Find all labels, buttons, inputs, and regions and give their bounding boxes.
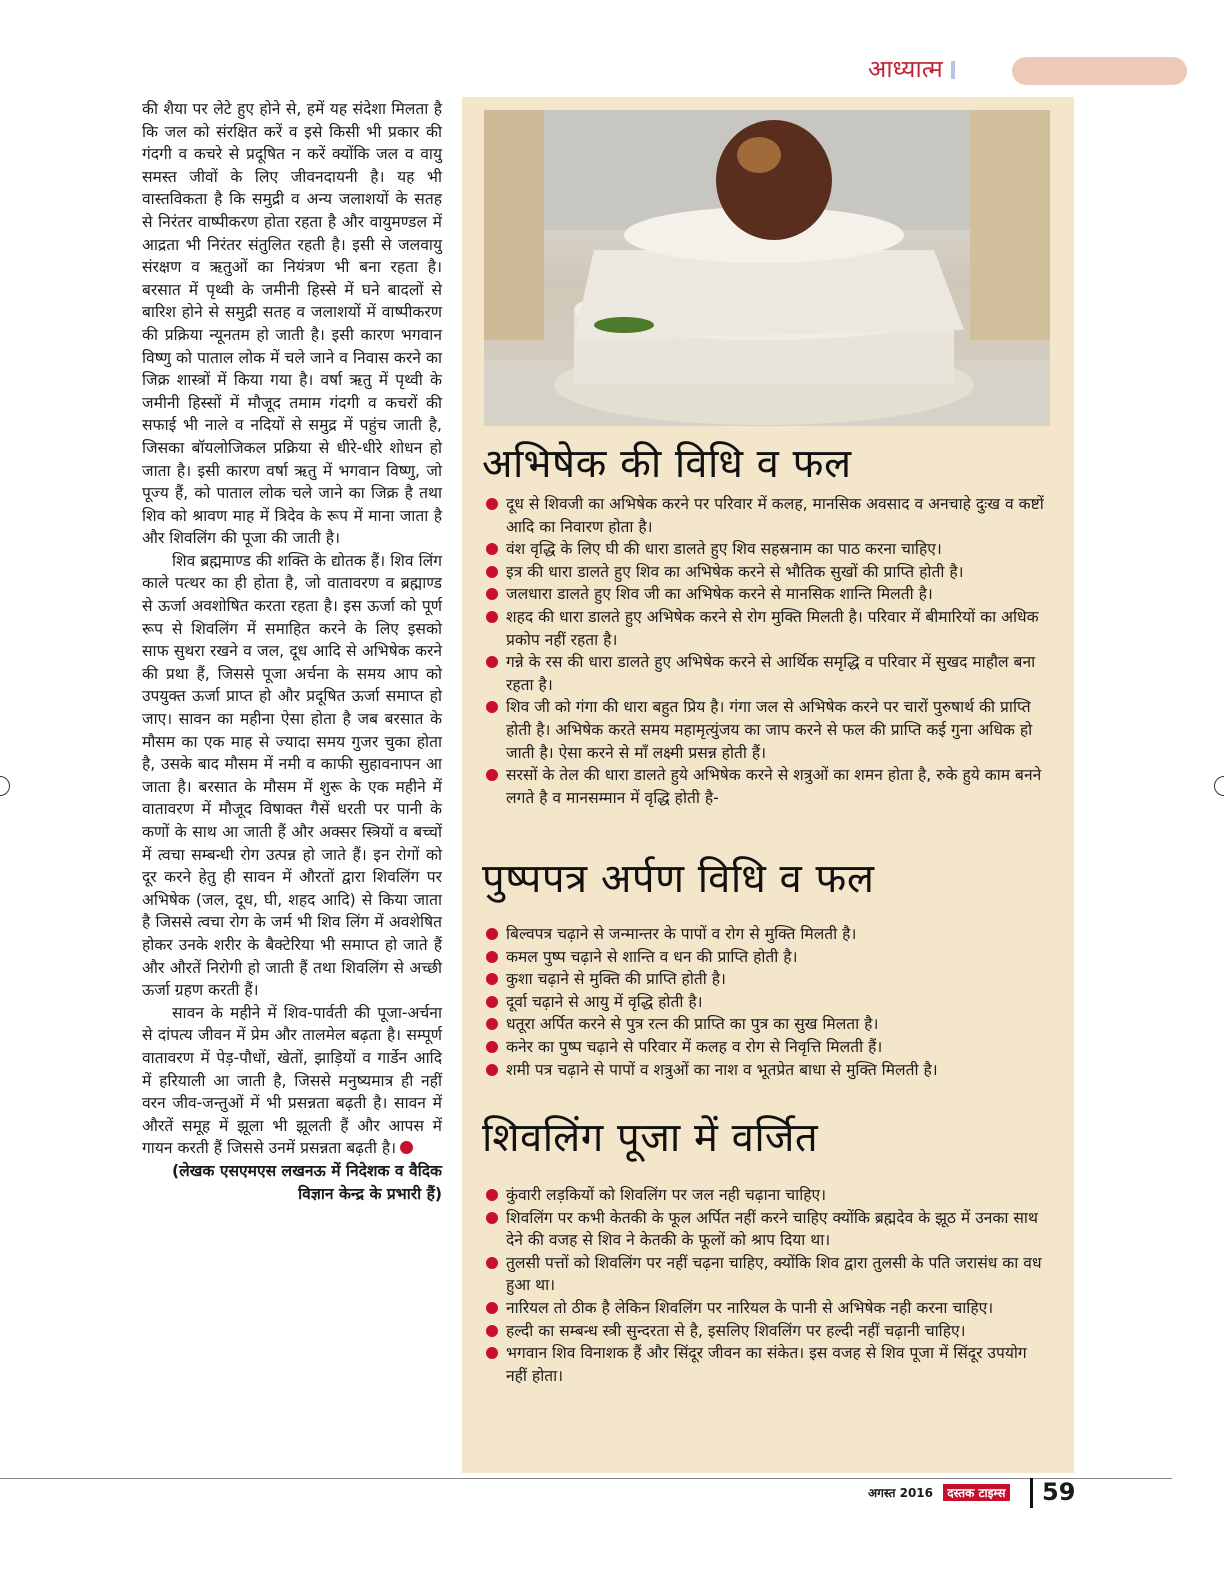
pushppatra-list xyxy=(462,923,1074,1081)
list-item: कनेर का पुष्प चढ़ाने से परिवार में कलह व रोग से निवृत्ति मिलती हैं। xyxy=(484,1036,1052,1059)
sidebar-box xyxy=(462,97,1074,1473)
heading-abhishek: अभिषेक की विधि व फल xyxy=(482,441,852,487)
footer-divider xyxy=(0,1478,1172,1479)
end-mark-icon xyxy=(400,1141,413,1154)
magazine-logo: दस्तक टाइम्स xyxy=(943,1484,1009,1501)
list-item: तुलसी पत्तों को शिवलिंग पर नहीं चढ़ना चाहिए, क्योंकि शिव द्वारा तुलसी के पति जरासंध का वध हुआ था। xyxy=(484,1252,1052,1297)
list-item: कुशा चढ़ाने से मुक्ति की प्राप्ति होती है। xyxy=(484,968,1052,991)
heading-pushppatra: पुष्पपत्र अर्पण विधि व फल xyxy=(482,856,875,902)
list-item: जलधारा डालते हुए शिव जी का अभिषेक करने से मानसिक शान्ति मिलती है। xyxy=(484,583,1052,606)
section-label xyxy=(868,52,955,85)
section-title: आध्यात्म xyxy=(868,55,943,83)
list-item: वंश वृद्धि के लिए घी की धारा डालते हुए शिव सहस्रनाम का पाठ करना चाहिए। xyxy=(484,538,1052,561)
footer xyxy=(868,1484,1010,1501)
article-column xyxy=(142,98,442,1205)
abhishek-list xyxy=(462,493,1074,809)
varjit-list xyxy=(462,1184,1074,1387)
list-item: धतूरा अर्पित करने से पुत्र रत्न की प्राप्ति का पुत्र का सुख मिलता है। xyxy=(484,1013,1052,1036)
footer-separator xyxy=(1030,1478,1033,1508)
list-item: शहद की धारा डालते हुए अभिषेक करने से रोग मुक्ति मिलती है। परिवार में बीमारियों का अधिक प्रकोप नहीं रहता है। xyxy=(484,606,1052,651)
registration-mark-icon xyxy=(0,776,10,796)
list-item: भगवान शिव विनाशक हैं और सिंदूर जीवन का संकेत। इस वजह से शिव पूजा में सिंदूर उपयोग नहीं होता। xyxy=(484,1342,1052,1387)
list-item: शिवलिंग पर कभी केतकी के फूल अर्पित नहीं करने चाहिए क्योंकि ब्रह्मदेव के झूठ में उनका साथ देने की वजह से शिव ने केतकी के फूलों को श्राप दिया था। xyxy=(484,1207,1052,1252)
shivling-photo xyxy=(484,110,1050,426)
list-item: सरसों के तेल की धारा डालते हुये अभिषेक करने से शत्रुओं का शमन होता है, रुके हुये काम बनने लगते है व मानसम्मान में वृद्धि होती है- xyxy=(484,764,1052,809)
list-item: हल्दी का सम्बन्ध स्त्री सुन्दरता से है, इसलिए शिवलिंग पर हल्दी नहीं चढ़ानी चाहिए। xyxy=(484,1320,1052,1343)
paragraph xyxy=(142,1002,442,1160)
list-item: नारियल तो ठीक है लेकिन शिवलिंग पर नारियल के पानी से अभिषेक नही करना चाहिए। xyxy=(484,1297,1052,1320)
shivling-image xyxy=(484,110,1050,426)
header-pill-decoration xyxy=(1012,57,1187,85)
list-item: शिव जी को गंगा की धारा बहुत प्रिय है। गंगा जल से अभिषेक करने पर चारों पुरुषार्थ की प्राप्ति होती है। अभिषेक करते समय महामृत्युंजय का जाप करने से फल की प्राप्ति कई गुना अधिक हो जाती है। ऐसा करने से माँ लक्ष्मी प्रसन्न होती हैं। xyxy=(484,696,1052,764)
issue-date: अगस्त 2016 xyxy=(868,1486,934,1500)
paragraph: की शैया पर लेटे हुए होने से, हमें यह संदेशा मिलता है कि जल को संरक्षित करें व इसे किसी भी प्रकार की गंदगी व कचरे से प्रदूषित न करें क्योंकि जल व वायु समस्त जीवों के लिए जीवनदायनी है। यह भी वास्तविकता है कि समुद्री व अन्य जलाशयों के सतह से निरंतर वाष्पीकरण होता रहता है और वायुमण्डल में आद्रता भी निरंतर संतुलित रहती है। इसी से जलवायु संरक्षण व ऋतुओं का नियंत्रण भी बना रहता है। बरसात में पृथ्वी के जमीनी हिस्से में घने बादलों से बारिश होने से समुद्री सतह व जलाशयों में वाष्पीकरण की प्रक्रिया न्यूनतम हो जाती है। इसी कारण भगवान विष्णु को पाताल लोक में चले जाने व निवास करने का जिक्र शास्त्रों में किया गया है। वर्षा ऋतु में पृथ्वी के जमीनी हिस्सों में मौजूद तमाम गंदगी व कचरों की सफाई भी नाले व नदियों से समुद्र में पहुंच जाती है, जिसका बॉयलोजिकल प्रक्रिया से धीरे-धीरे शोधन हो जाता है। इसी कारण वर्षा ऋतु में भगवान विष्णु, जो पूज्य हैं, को पाताल लोक चले जाने का जिक्र है तथा शिव को श्रावण माह में त्रिदेव के रूप में माना जाता है और शिवलिंग की पूजा की जाती है। xyxy=(142,100,442,548)
heading-varjit: शिवलिंग पूजा में वर्जित xyxy=(482,1115,819,1161)
section-divider xyxy=(951,61,955,79)
list-item: कमल पुष्प चढ़ाने से शान्ति व धन की प्राप्ति होती है। xyxy=(484,946,1052,969)
registration-mark-icon xyxy=(1214,776,1224,796)
list-item: इत्र की धारा डालते हुए शिव का अभिषेक करने से भौतिक सुखों की प्राप्ति होती है। xyxy=(484,561,1052,584)
list-item: दूध से शिवजी का अभिषेक करने पर परिवार में कलह, मानसिक अवसाद व अनचाहे दुःख व कष्टों आदि का निवारण होता है। xyxy=(484,493,1052,538)
list-item: शमी पत्र चढ़ाने से पापों व शत्रुओं का नाश व भूतप्रेत बाधा से मुक्ति मिलती है। xyxy=(484,1059,1052,1082)
paragraph: शिव ब्रह्ममाण्ड की शक्ति के द्योतक हैं। शिव लिंग काले पत्थर का ही होता है, जो वातावरण व ब्रह्माण्ड से ऊर्जा अवशोषित करता रहता है। इस ऊर्जा को पूर्ण रूप से शिवलिंग में समाहित करने के लिए इसको साफ सुथरा रखने व जल, दूध आदि से अभिषेक करने की प्रथा हैं, जिससे पूजा अर्चना के समय आप को उपयुक्त ऊर्जा प्राप्त हो और प्रदूषित ऊर्जा समाप्त हो जाए। सावन का महीना ऐसा होता है जब बरसात के मौसम का एक माह से ज्यादा समय गुजर चुका होता है, उसके बाद मौसम में नमी व काफी सुहावनापन आ जाता है। बरसात के मौसम में शुरू के एक महीने में वातावरण में मौजूद विषाक्त गैसें धरती पर पानी के कणों के साथ आ जाती हैं और अक्सर स्त्रियों व बच्चों में त्वचा सम्बन्धी रोग उत्पन्न हो जाते हैं। इन रोगों को दूर करने हेतु ही सावन में औरतों द्वारा शिवलिंग पर अभिषेक (जल, दूध, घी, शहद आदि) से किया जाता है जिससे त्वचा रोग के जर्म भी शिव लिंग में अवशेषित होकर उनके शरीर के बैक्टेरिया भी समाप्त हो जाते हैं और औरतें निरोगी हो जाती हैं तथा शिवलिंग से अच्छी ऊर्जा ग्रहण करती हैं। xyxy=(142,551,442,1000)
list-item: दूर्वा चढ़ाने से आयु में वृद्धि होती है। xyxy=(484,991,1052,1014)
list-item: कुंवारी लड़कियों को शिवलिंग पर जल नही चढ़ाना चाहिए। xyxy=(484,1184,1052,1207)
author-note: (लेखक एसएमएस लखनऊ में निदेशक व वैदिक विज्ञान केन्द्र के प्रभारी हैं) xyxy=(171,1161,442,1203)
page-number: 59 xyxy=(1042,1478,1076,1506)
paragraph-text: सावन के महीने में शिव-पार्वती की पूजा-अर्चना से दांपत्य जीवन में प्रेम और तालमेल बढ़ता है। सम्पूर्ण वातावरण में पेड़-पौधों, खेतों, झाड़ियों व गार्डेन आदि में हरियाली आ जाती है, जिससे मनुष्यमात्र ही नहीं वरन जीव-जन्तुओं में भी प्रसन्नता बढ़ती है। सावन में औरतें समूह में झूला भी झूलती हैं और आपस में गायन करती हैं जिससे उनमें प्रसन्नता बढ़ती है। xyxy=(142,1003,442,1158)
list-item: बिल्वपत्र चढ़ाने से जन्मान्तर के पापों व रोग से मुक्ति मिलती है। xyxy=(484,923,1052,946)
list-item: गन्ने के रस की धारा डालते हुए अभिषेक करने से आर्थिक समृद्धि व परिवार में सुखद माहौल बना रहता है। xyxy=(484,651,1052,696)
